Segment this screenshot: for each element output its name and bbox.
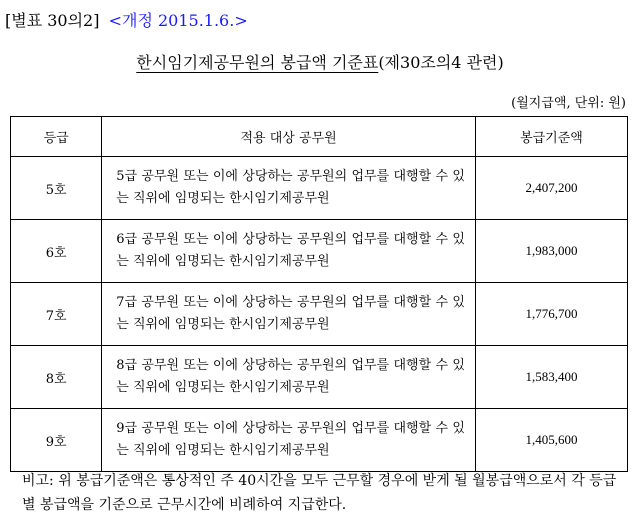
- title-reference: (제30조의4 관련): [378, 53, 504, 72]
- title-main: 한시임기제공무원의 봉급액 기준표: [136, 53, 379, 72]
- amount-cell: 1,776,700: [475, 283, 627, 346]
- grade-cell: 5호: [11, 157, 102, 220]
- grade-cell: 9호: [11, 409, 102, 472]
- salary-table: [10, 116, 628, 472]
- target-cell: 6급 공무원 또는 이에 상당하는 공무원의 업무를 대행할 수 있는 직위에 임명되는 한시임기제공무원: [102, 220, 476, 283]
- grade-cell: 8호: [11, 346, 102, 409]
- target-cell: 5급 공무원 또는 이에 상당하는 공무원의 업무를 대행할 수 있는 직위에 임명되는 한시임기제공무원: [102, 157, 476, 220]
- grade-cell: 7호: [11, 283, 102, 346]
- target-cell: 9급 공무원 또는 이에 상당하는 공무원의 업무를 대행할 수 있는 직위에 임명되는 한시임기제공무원: [102, 409, 476, 472]
- header-grade: 등급: [11, 117, 102, 157]
- header-target: 적용 대상 공무원: [102, 117, 476, 157]
- amount-cell: 1,405,600: [475, 409, 627, 472]
- unit-note: (월지급액, 단위: 원): [511, 96, 626, 111]
- appendix-header: [5, 8, 248, 31]
- remarks-note: 비고: 위 봉급기준액은 통상적인 주 40시간을 모두 근무할 경우에 받게 될 월봉급액으로서 각 등급별 봉급액을 기준으로 근무시간에 비례하여 지급한다.: [22, 473, 617, 513]
- target-cell: 8급 공무원 또는 이에 상당하는 공무원의 업무를 대행할 수 있는 직위에 임명되는 한시임기제공무원: [102, 346, 476, 409]
- page-title: [0, 50, 640, 73]
- table-header-row: [11, 117, 628, 157]
- table-row: [11, 346, 628, 409]
- target-cell: 7급 공무원 또는 이에 상당하는 공무원의 업무를 대행할 수 있는 직위에 임명되는 한시임기제공무원: [102, 283, 476, 346]
- table-row: [11, 157, 628, 220]
- table-row: [11, 220, 628, 283]
- amendment-date: <개정 2015.1.6.>: [108, 11, 248, 30]
- table-row: [11, 409, 628, 472]
- grade-cell: 6호: [11, 220, 102, 283]
- amount-cell: 1,983,000: [475, 220, 627, 283]
- amount-cell: 1,583,400: [475, 346, 627, 409]
- table-row: [11, 283, 628, 346]
- header-amount: 봉급기준액: [475, 117, 627, 157]
- amount-cell: 2,407,200: [475, 157, 627, 220]
- appendix-label: [별표 30의2]: [5, 11, 100, 30]
